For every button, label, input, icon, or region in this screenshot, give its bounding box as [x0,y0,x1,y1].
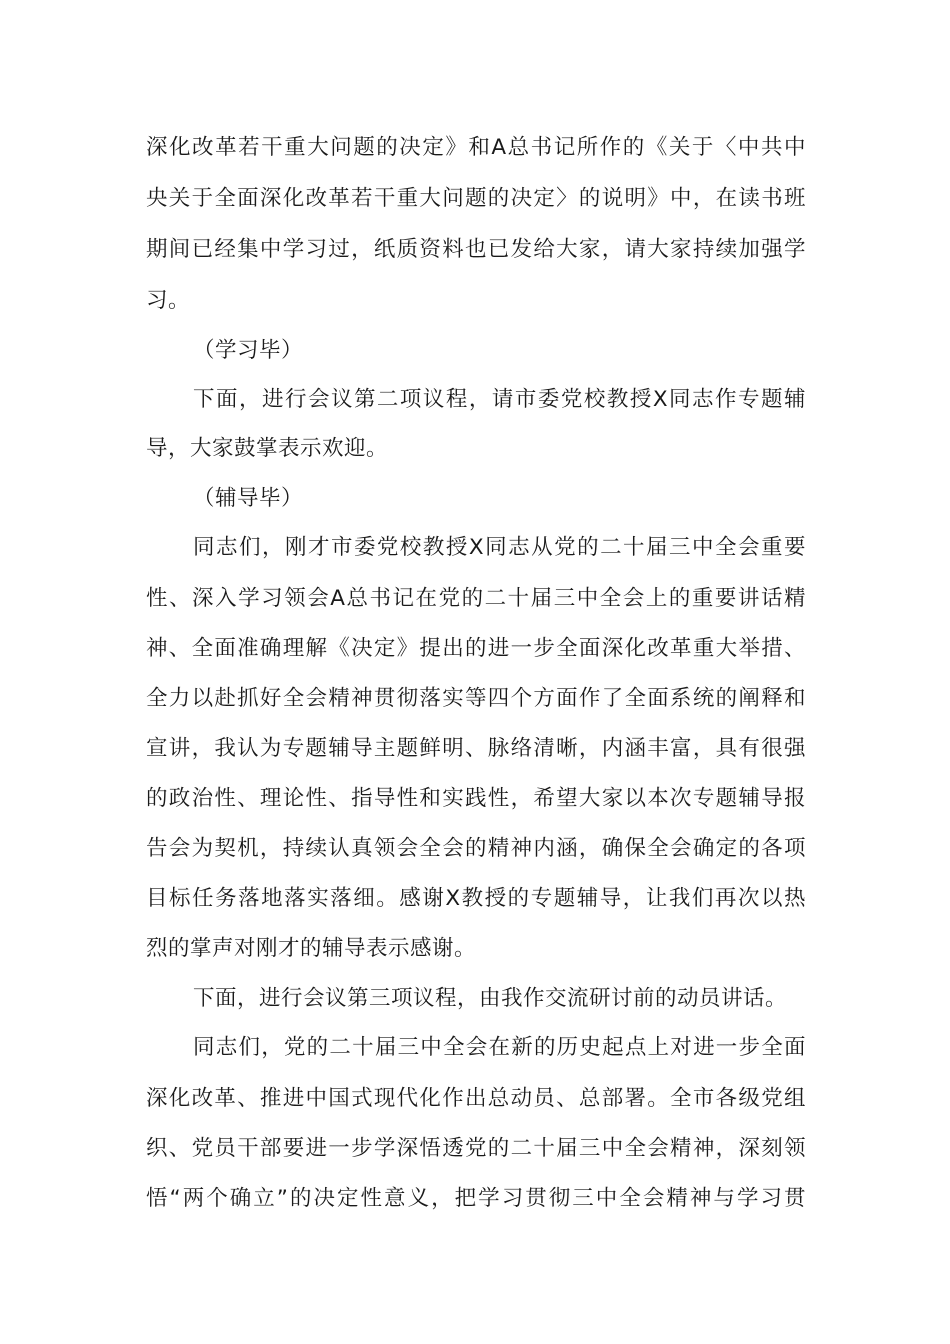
text-line: 习。 [146,288,191,313]
text-line: 下面，进行会议第三项议程，由我作交流研讨前的动员讲话。 [193,986,788,1011]
stage-note: （辅导毕） [193,486,304,511]
text-line: 下面，进行会议第二项议程，请市委党校教授X同志作专题辅 [193,387,806,412]
text-line: 期间已经集中学习过，纸质资料也已发给大家，请大家持续加强学 [146,237,806,262]
text-line: 的政治性、理论性、指导性和实践性，希望大家以本次专题辅导报 [146,786,806,811]
text-line: 导，大家鼓掌表示欢迎。 [146,436,389,461]
text-line: 同志们，刚才市委党校教授X同志从党的二十届三中全会重要 [193,535,806,560]
text-line: 性、深入学习领会A总书记在党的二十届三中全会上的重要讲话精 [146,586,806,611]
text-line: 悟“两个确立”的决定性意义，把学习贯彻三中全会精神与学习贯 [146,1186,806,1211]
text-line: 深化改革、推进中国式现代化作出总动员、总部署。全市各级党组 [146,1086,806,1111]
text-line: 烈的掌声对刚才的辅导表示感谢。 [146,936,477,961]
text-line: 织、党员干部要进一步学深悟透党的二十届三中全会精神，深刻领 [146,1136,806,1161]
text-line: 告会为契机，持续认真领会全会的精神内涵，确保全会确定的各项 [146,836,806,861]
text-line: 央关于全面深化改革若干重大问题的决定〉的说明》中，在读书班 [146,186,806,211]
stage-note: （学习毕） [193,338,304,363]
text-line: 全力以赴抓好全会精神贯彻落实等四个方面作了全面系统的阐释和 [146,686,806,711]
text-line: 深化改革若干重大问题的决定》和A总书记所作的《关于〈中共中 [146,135,806,160]
text-line: 同志们，党的二十届三中全会在新的历史起点上对进一步全面 [193,1035,806,1060]
text-line: 目标任务落地落实落细。感谢X教授的专题辅导，让我们再次以热 [146,886,806,911]
text-line: 神、全面准确理解《决定》提出的进一步全面深化改革重大举措、 [146,636,806,661]
text-line: 宣讲，我认为专题辅导主题鲜明、脉络清晰，内涵丰富，具有很强 [146,736,806,761]
